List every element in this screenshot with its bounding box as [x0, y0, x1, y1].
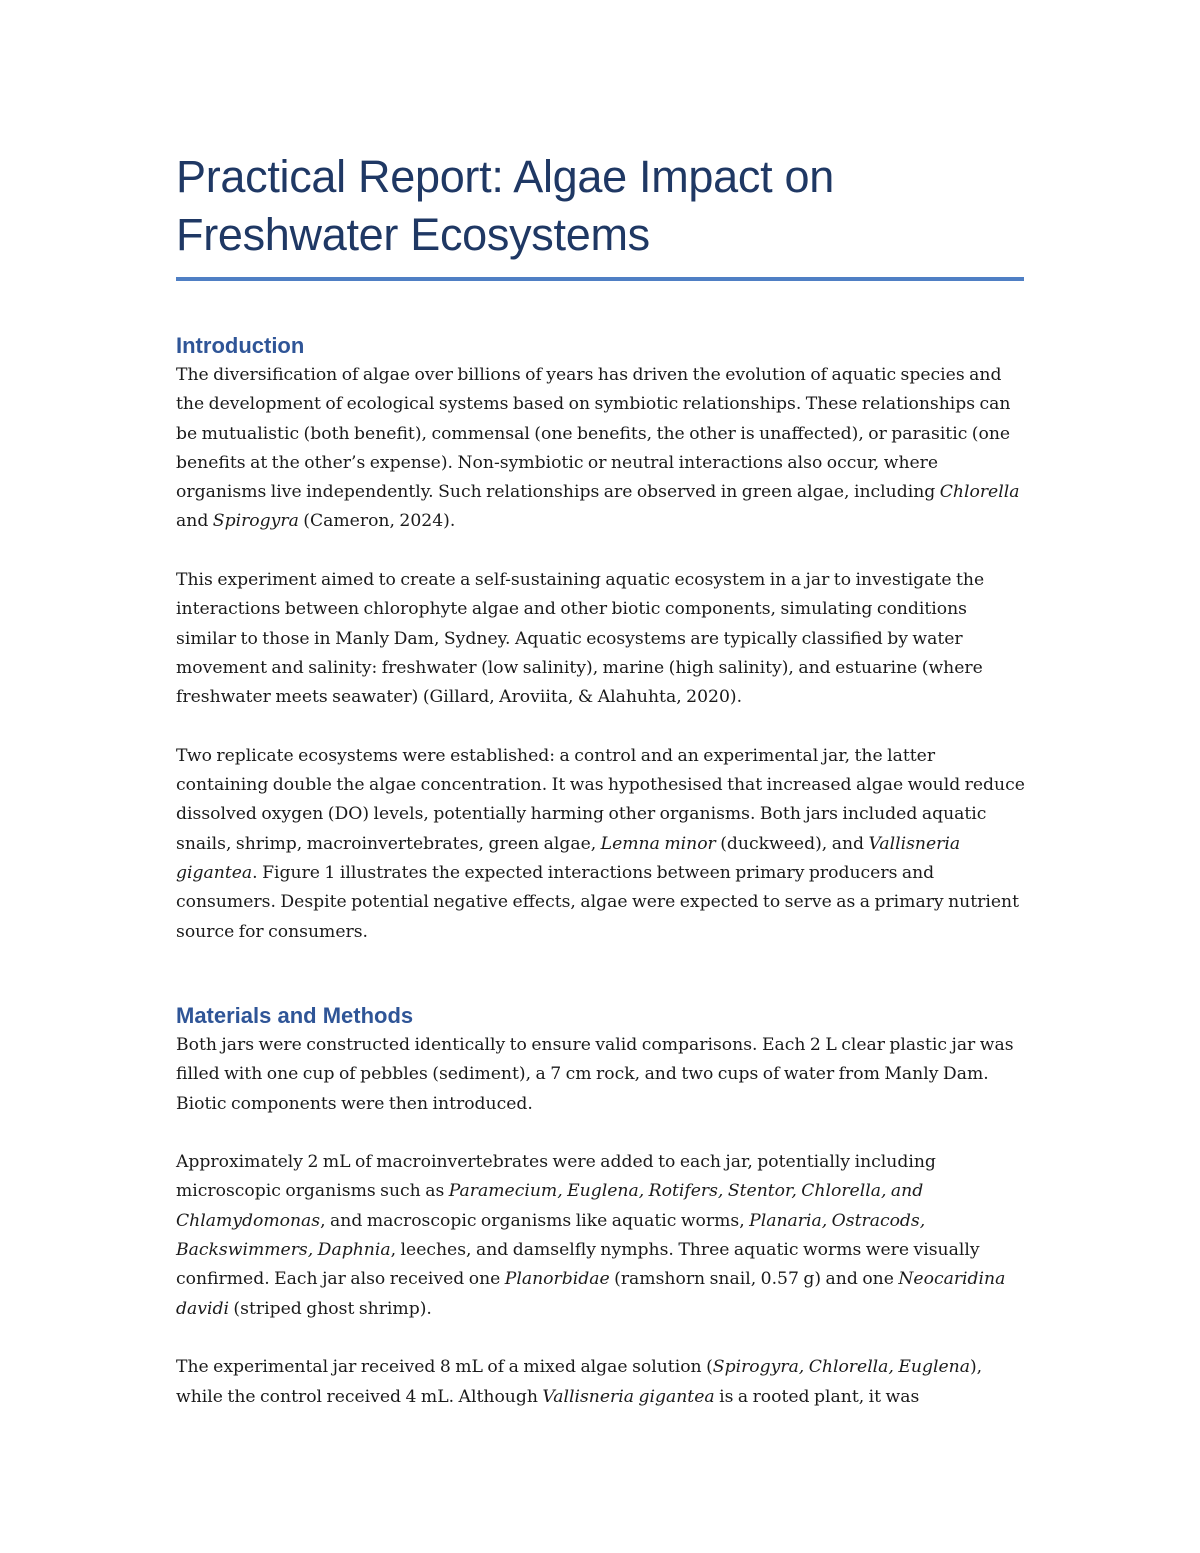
methods-heading: Materials and Methods — [176, 1002, 414, 1028]
methods-paragraph-1: Both jars were constructed identically to ensure valid comparisons. Each 2 L clear plastic jar was filled with one cup of pebbles (sediment), a 7 cm rock, and two cups of water from Manly Dam. Biotic components were then introduced. — [176, 1034, 1014, 1114]
document-title — [176, 148, 1026, 264]
title-line-2: Freshwater Ecosystems — [176, 209, 650, 260]
title-line-1: Practical Report: Algae Impact on — [176, 151, 834, 202]
methods-paragraph-3: The experimental jar received 8 mL of a mixed algae solution (Spirogyra, Chlorella, Euglena), while the control received 4 mL. Although Vallisneria gigantea is a rooted plant, it was — [176, 1357, 983, 1407]
introduction-heading: Introduction — [176, 333, 305, 358]
introduction-paragraph-3: Two replicate ecosystems were established: a control and an experimental jar, the latter containing double the algae concentration. It was hypothesised that increased algae would reduce dissolved oxygen (DO) levels, potentially harming other organisms. Both jars included aquatic snails, shrimp, macroinvertebrates, green algae, Lemna minor (duckweed), and Vallisneria gigantea. Figure 1 illustrates the expected interactions between primary producers and consumers. Despite potential negative effects, algae were expected to serve as a primary nutrient source for consumers. — [176, 745, 1025, 942]
document-page — [176, 148, 1026, 1412]
methods-paragraph-2: Approximately 2 mL of macroinvertebrates were added to each jar, potentially including microscopic organisms such as Paramecium, Euglena, Rotifers, Stentor, Chlorella, and Chlamydomonas, and macroscopic organisms like aquatic worms, Planaria, Ostracods, Backswimmers, Daphnia, leeches, and damselfly nymphs. Three aquatic worms were visually confirmed. Each jar also received one Planorbidae (ramshorn snail, 0.57 g) and one Neocaridina davidi (striped ghost shrimp). — [176, 1152, 1006, 1319]
introduction-paragraph-2: This experiment aimed to create a self-sustaining aquatic ecosystem in a jar to investigate the interactions between chlorophyte algae and other biotic components, simulating conditions similar to those in Manly Dam, Sydney. Aquatic ecosystems are typically classified by water movement and salinity: freshwater (low salinity), marine (high salinity), and estuarine (where freshwater meets seawater) (Gillard, Aroviita, & Alahuhta, 2020). — [176, 570, 985, 708]
title-underline — [176, 277, 1024, 281]
introduction-paragraph-1: The diversification of algae over billions of years has driven the evolution of aquatic species and the development of ecological systems based on symbiotic relationships. These relationships can be mutualistic (both benefit), commensal (one benefits, the other is unaffected), or parasitic (one benefits at the other’s expense). Non-symbiotic or neutral interactions also occur, where organisms live independently. Such relationships are observed in green algae, including Chlorella and Spirogyra (Cameron, 2024). — [176, 365, 1020, 532]
